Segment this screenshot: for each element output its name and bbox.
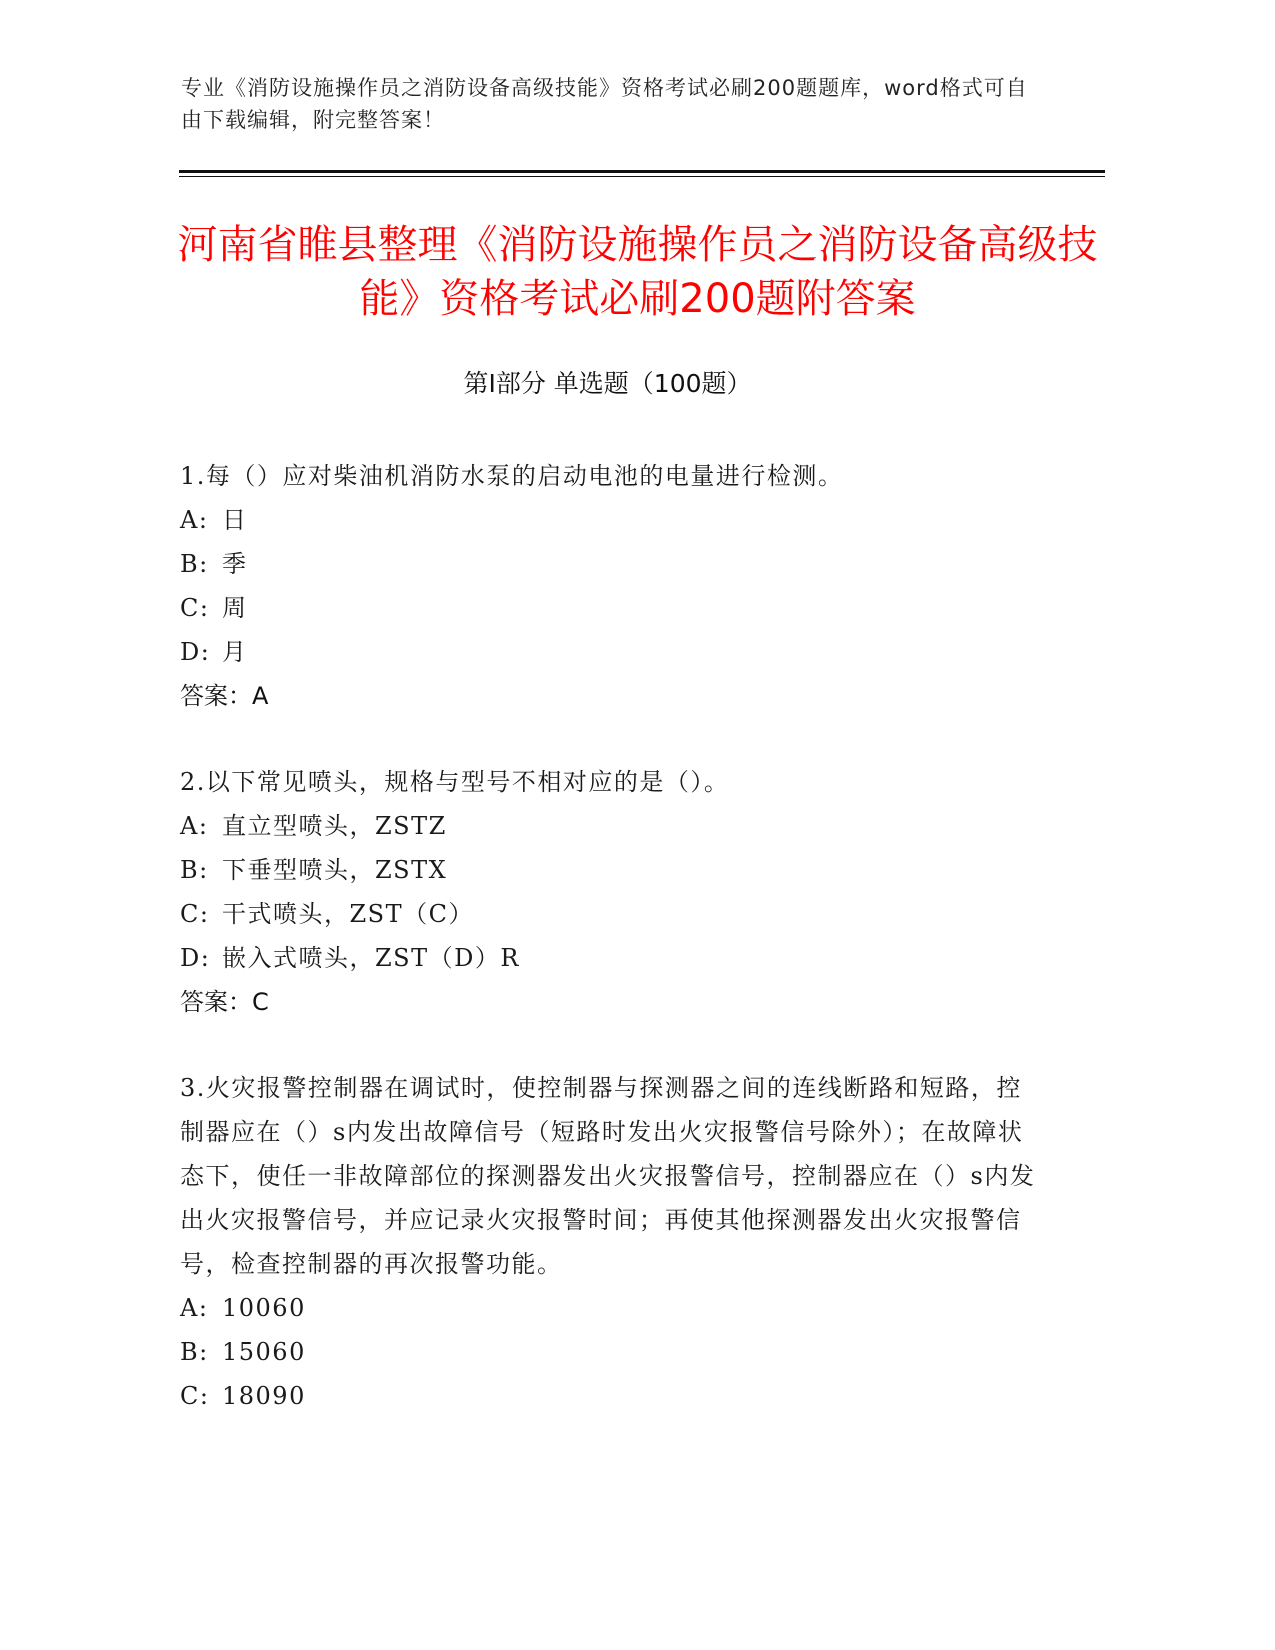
question-list: [180, 454, 1040, 1460]
header-note: 专业《消防设施操作员之消防设备高级技能》资格考试必刷200题题库，word格式可自由下载编辑，附完整答案！: [181, 76, 1028, 132]
option-key: A:: [180, 1294, 209, 1322]
option-key: C:: [180, 1382, 210, 1410]
option-key: B:: [180, 856, 209, 884]
document-title: 河南省睢县整理《消防设施操作员之消防设备高级技能》资格考试必刷200题附答案: [177, 222, 1098, 322]
question-text: 2.以下常见喷头，规格与型号不相对应的是（）。: [180, 768, 730, 796]
option-a: [180, 804, 1040, 848]
option-key: D:: [180, 638, 211, 666]
option-text: 直立型喷头，ZSTZ: [222, 812, 447, 840]
option-c: [180, 892, 1040, 936]
header-rule-thin: [179, 176, 1105, 177]
option-c: [180, 586, 1040, 630]
option-text: 嵌入式喷头，ZST（D）R: [222, 944, 520, 972]
option-text: 10060: [222, 1294, 306, 1322]
option-d: [180, 630, 1040, 674]
option-key: C:: [180, 900, 210, 928]
question-3: [180, 1066, 1040, 1418]
option-text: 15060: [222, 1338, 306, 1366]
option-text: 月: [222, 638, 248, 666]
option-key: B:: [180, 550, 209, 578]
option-c: [180, 1374, 1040, 1418]
option-text: 周: [222, 594, 248, 622]
option-key: D:: [180, 944, 211, 972]
option-b: [180, 542, 1040, 586]
header-rule-thick: [179, 170, 1105, 173]
option-text: 下垂型喷头，ZSTX: [222, 856, 448, 884]
answer: 答案：A: [180, 682, 269, 710]
option-text: 季: [222, 550, 248, 578]
option-b: [180, 848, 1040, 892]
question-2: [180, 760, 1040, 1024]
option-key: B:: [180, 1338, 209, 1366]
option-b: [180, 1330, 1040, 1374]
option-d: [180, 936, 1040, 980]
option-key: A:: [180, 812, 209, 840]
question-1: [180, 454, 1040, 718]
question-text: 1.每（）应对柴油机消防水泵的启动电池的电量进行检测。: [180, 462, 844, 490]
option-a: [180, 498, 1040, 542]
option-key: A:: [180, 506, 209, 534]
option-text: 日: [222, 506, 248, 534]
option-a: [180, 1286, 1040, 1330]
option-key: C:: [180, 594, 210, 622]
option-text: 干式喷头，ZST（C）: [222, 900, 474, 928]
question-text: 3.火灾报警控制器在调试时，使控制器与探测器之间的连线断路和短路，控制器应在（）s内发出故障信号（短路时发出火灾报警信号除外）；在故障状态下，使任一非故障部位的探测器发出火灾报警信号，控制器应在（）s内发出火灾报警信号，并应记录火灾报警时间；再使其他探测器发出火灾报警信号，检查控制器的再次报警功能。: [180, 1074, 1036, 1278]
answer: 答案：C: [180, 988, 269, 1016]
section-title: 第Ⅰ部分 单选题（100题）: [463, 369, 752, 398]
option-text: 18090: [222, 1382, 306, 1410]
